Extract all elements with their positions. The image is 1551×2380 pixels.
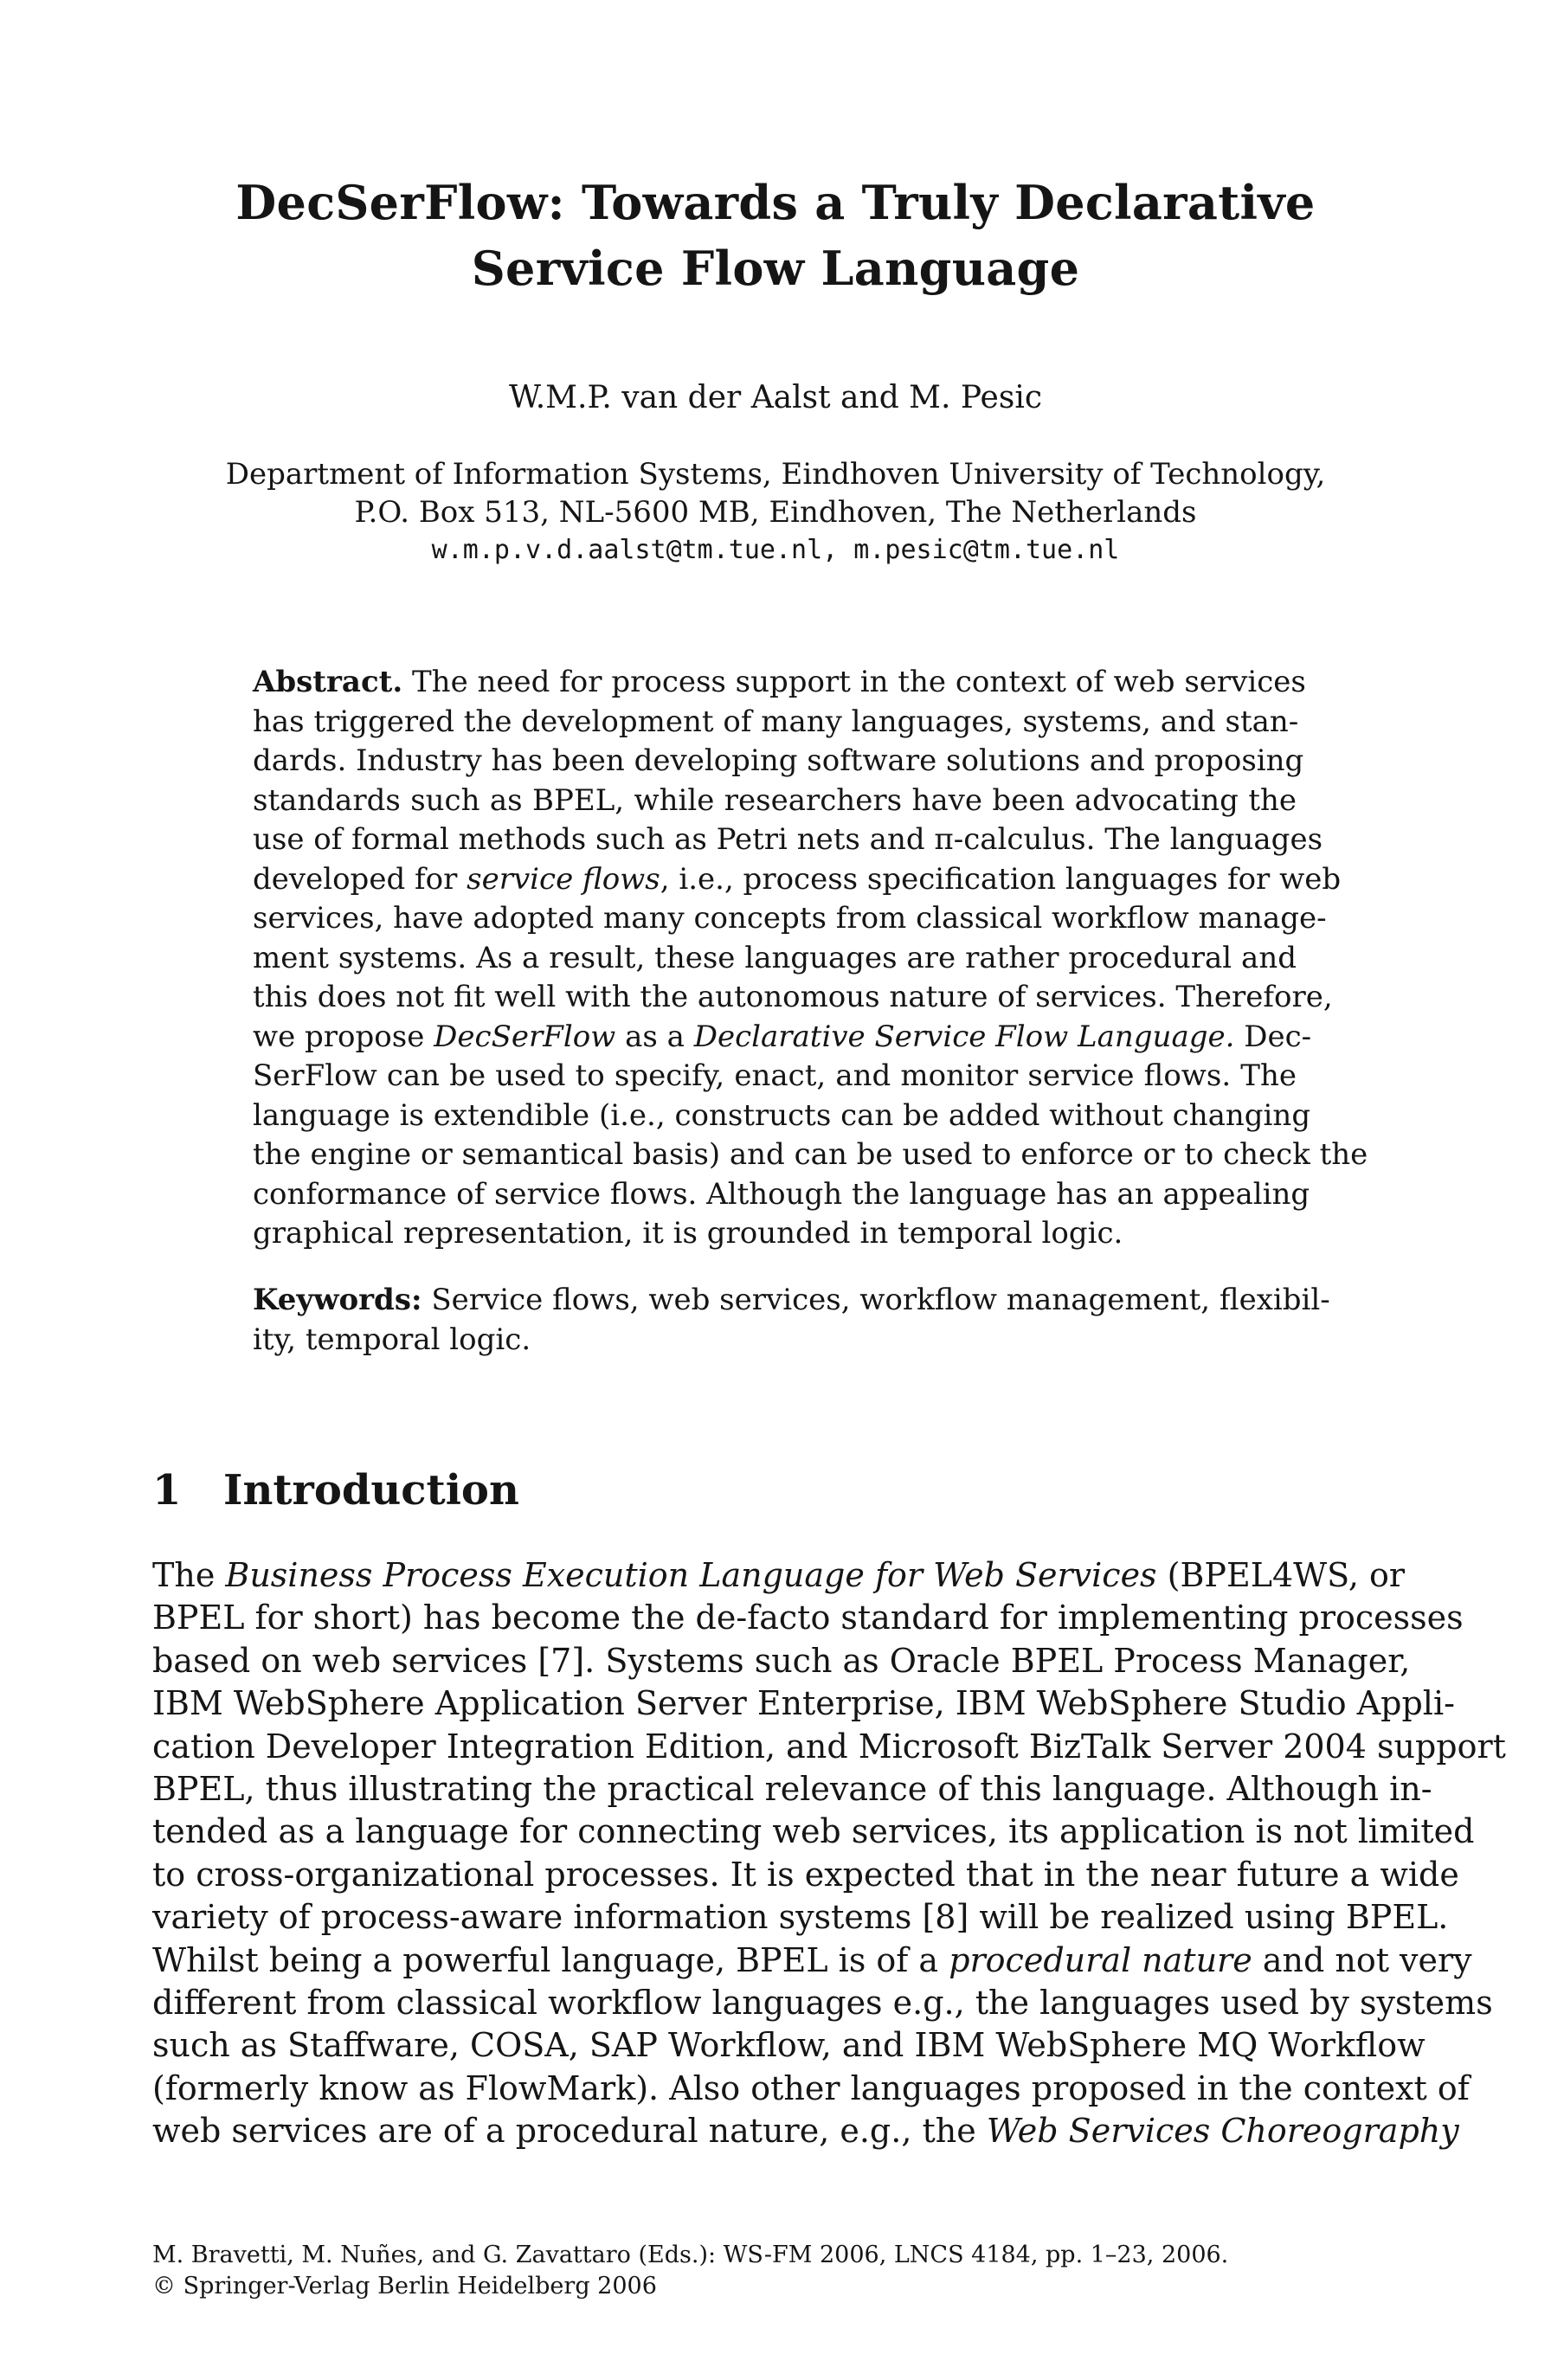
affiliation (152, 455, 1399, 569)
abstract-line: ment systems. As a result, these languages are rather procedural and (253, 940, 1297, 975)
body-line: such as Staffware, COSA, SAP Workflow, and IBM WebSphere MQ Workflow (152, 2026, 1426, 2065)
body-line: Whilst being a powerful language, BPEL is of a procedural nature and not very (152, 1940, 1472, 1979)
abstract-line: SerFlow can be used to specify, enact, and monitor service flows. The (253, 1058, 1297, 1093)
abstract-line: Abstract. The need for process support in the context of web services (253, 665, 1306, 699)
keywords-line: Keywords: Service flows, web services, workflow management, flexibil- (253, 1283, 1330, 1317)
citation-line: M. Bravetti, M. Nuñes, and G. Zavattaro (Eds.): WS-FM 2006, LNCS 4184, pp. 1–23, 2006. (152, 2242, 1229, 2268)
section-title: Introduction (223, 1466, 519, 1515)
emphasis: procedural nature (949, 1940, 1252, 1979)
author-emails: w.m.p.v.d.aalst@tm.tue.nl, m.pesic@tm.tue.nl (431, 535, 1120, 565)
abstract-label: Abstract. (253, 665, 403, 699)
abstract-line: has triggered the development of many languages, systems, and stan- (253, 704, 1299, 739)
body-line: (formerly know as FlowMark). Also other languages proposed in the context of (152, 2068, 1470, 2107)
body-line: different from classical workflow languages e.g., the languages used by systems (152, 1984, 1493, 2023)
body-line: to cross-organizational processes. It is expected that in the near future a wide (152, 1855, 1459, 1894)
body-line: BPEL for short) has become the de-facto standard for implementing processes (152, 1598, 1464, 1637)
emphasis: DecSerFlow (434, 1019, 616, 1054)
abstract-line: language is extendible (i.e., constructs can be added without changing (253, 1097, 1311, 1133)
title-line-2: Service Flow Language (471, 241, 1080, 296)
emphasis: service flows (467, 861, 660, 897)
body-paragraph (152, 1554, 1506, 2153)
abstract-line: standards such as BPEL, while researchers have been advocating the (253, 782, 1297, 818)
paper-title (152, 170, 1399, 301)
abstract-line: the engine or semantical basis) and can be used to enforce or to check the (253, 1137, 1368, 1172)
abstract-line: developed for service flows, i.e., process specification languages for web (253, 861, 1342, 897)
abstract-line: graphical representation, it is grounded in temporal logic. (253, 1216, 1123, 1251)
body-line: based on web services [7]. Systems such as Oracle BPEL Process Manager, (152, 1641, 1411, 1680)
body-line: web services are of a procedural nature, e.g., the Web Services Choreography (152, 2112, 1459, 2151)
body-line: BPEL, thus illustrating the practical relevance of this language. Although in- (152, 1770, 1432, 1809)
emphasis: Web Services Choreography (986, 2112, 1459, 2151)
keywords-line: ity, temporal logic. (253, 1322, 531, 1357)
abstract-line: services, have adopted many concepts from classical workflow manage- (253, 901, 1327, 936)
body-line: The Business Process Execution Language for Web Services (BPEL4WS, or (152, 1556, 1406, 1594)
abstract-line: conformance of service flows. Although the language has an appealing (253, 1176, 1310, 1212)
emphasis: Business Process Execution Language for Web Services (225, 1556, 1157, 1594)
body-line: variety of process-aware information systems [8] will be realized using BPEL. (152, 1898, 1449, 1937)
abstract-line: this does not fit well with the autonomous nature of services. Therefore, (253, 980, 1333, 1014)
title-line-1: DecSerFlow: Towards a Truly Declarative (235, 175, 1316, 230)
section-heading (152, 1464, 519, 1516)
author-list: W.M.P. van der Aalst and M. Pesic (508, 380, 1042, 415)
body-line: cation Developer Integration Edition, and Microsoft BizTalk Server 2004 support (152, 1727, 1506, 1766)
emphasis: Declarative Service Flow Language. (693, 1019, 1235, 1054)
abstract-line: dards. Industry has been developing software solutions and proposing (253, 743, 1304, 778)
keywords (253, 1281, 1330, 1360)
affiliation-line-2: P.O. Box 513, NL-5600 MB, Eindhoven, The Netherlands (354, 495, 1197, 530)
abstract-line: we propose DecSerFlow as a Declarative Service Flow Language. Dec- (253, 1019, 1312, 1054)
keywords-label: Keywords: (253, 1283, 422, 1317)
body-line: tended as a language for connecting web services, its application is not limited (152, 1812, 1475, 1851)
affiliation-line-1: Department of Information Systems, Eindhoven University of Technology, (225, 457, 1326, 492)
abstract-line: use of formal methods such as Petri nets and π-calculus. The languages (253, 822, 1323, 857)
footer (152, 2240, 1399, 2302)
copyright-line: © Springer-Verlag Berlin Heidelberg 2006 (152, 2273, 657, 2300)
section-number: 1 (152, 1466, 182, 1515)
abstract (253, 663, 1368, 1254)
body-line: IBM WebSphere Application Server Enterprise, IBM WebSphere Studio Appli- (152, 1684, 1455, 1723)
